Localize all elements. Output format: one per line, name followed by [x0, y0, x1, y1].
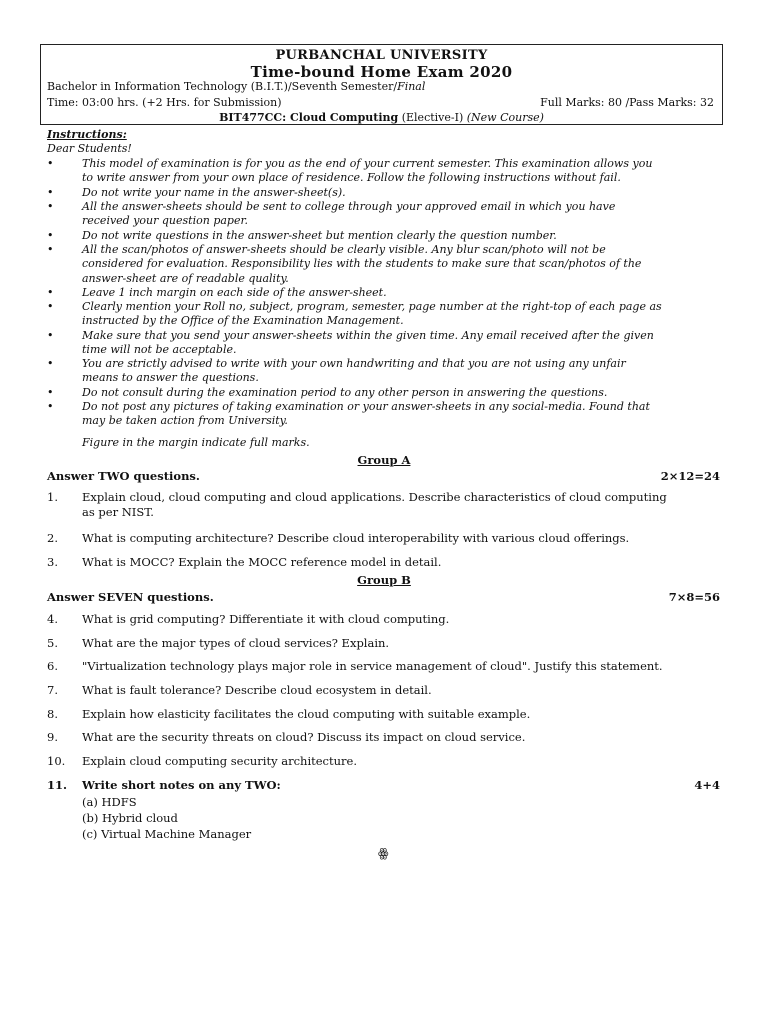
course-new: (New Course)	[466, 111, 544, 124]
question-number: 1.	[47, 490, 58, 504]
instruction-line: considered for evaluation. Responsibility lies with the students to make sure that scan/photos of the	[82, 257, 642, 271]
question-number: 9.	[47, 730, 58, 744]
greeting: Dear Students!	[47, 142, 132, 155]
exam-title: Time-bound Home Exam 2020	[250, 63, 513, 81]
q11-text: Write short notes on any TWO:	[82, 778, 281, 792]
instruction-line: You are strictly advised to write with your own handwriting and that you are not using any unfair	[82, 357, 626, 370]
course-elective: (Elective-I)	[401, 111, 464, 124]
q11-number: 11.	[47, 778, 68, 792]
question-text	[82, 490, 724, 520]
question-line: Explain cloud, cloud computing and cloud applications. Describe characteristics of cloud computing	[82, 490, 667, 504]
instruction-line: answer-sheet are of readable quality.	[82, 271, 289, 285]
bullet-icon: •	[47, 157, 54, 170]
question-number: 8.	[47, 707, 58, 721]
question-text	[82, 754, 724, 769]
instructions-heading: Instructions:	[47, 128, 127, 141]
instruction-line: All the scan/photos of answer-sheets should be clearly visible. Any blur scan/photo will not be	[82, 243, 606, 256]
group-b-answer-label: Answer SEVEN questions.	[47, 590, 214, 604]
question-text	[82, 659, 724, 674]
question-line: Explain how elasticity facilitates the cloud computing with suitable example.	[82, 707, 531, 721]
question-text	[82, 636, 724, 651]
question-line: What is computing architecture? Describe cloud interoperability with various cloud offerings.	[82, 531, 630, 545]
group-a-marks: 2×12=24	[660, 469, 720, 483]
time-text: Time: 03:00 hrs. (+2 Hrs. for Submission)	[47, 96, 282, 109]
instruction-line: time will not be acceptable.	[82, 343, 237, 357]
question-text	[82, 683, 724, 698]
question-number: 10.	[47, 754, 66, 768]
question-line: What are the security threats on cloud? Discuss its impact on cloud service.	[82, 730, 526, 744]
question-line: as per NIST.	[82, 505, 154, 519]
question-text	[82, 555, 724, 570]
group-b-marks: 7×8=56	[668, 590, 720, 604]
bullet-icon: •	[47, 229, 54, 242]
q11-option-b: (b) Hybrid cloud	[82, 811, 178, 825]
instruction-item	[82, 400, 722, 429]
instruction-item	[82, 386, 722, 400]
q11-option-c: (c) Virtual Machine Manager	[82, 827, 252, 841]
instruction-item	[82, 243, 722, 286]
instruction-line: means to answer the questions.	[82, 371, 259, 385]
group-a-title: Group A	[357, 453, 411, 467]
instruction-line: All the answer-sheets should be sent to college through your approved email in which you have	[82, 200, 616, 213]
instruction-item	[82, 286, 722, 300]
bullet-icon: •	[47, 400, 54, 413]
question-number: 6.	[47, 659, 58, 673]
bullet-icon: •	[47, 186, 54, 199]
instruction-item	[82, 229, 722, 243]
bullet-icon: •	[47, 286, 54, 299]
instruction-line: Leave 1 inch margin on each side of the answer-sheet.	[82, 286, 387, 299]
bullet-icon: •	[47, 243, 54, 256]
group-b-title: Group B	[357, 573, 411, 587]
course-code: BIT477CC: Cloud Computing	[219, 111, 399, 124]
q11-marks: 4+4	[694, 778, 720, 792]
question-text	[82, 612, 724, 627]
figure-note: Figure in the margin indicate full marks.	[82, 436, 310, 449]
time-marks-line	[47, 96, 714, 109]
question-line: What are the major types of cloud services? Explain.	[82, 636, 390, 650]
q11-option-a: (a) HDFS	[82, 795, 137, 809]
question-line: What is fault tolerance? Describe cloud ecosystem in detail.	[82, 683, 432, 697]
instruction-line: may be taken action from University.	[82, 414, 288, 428]
university-name: PURBANCHAL UNIVERSITY	[275, 48, 488, 63]
instruction-line: Do not write questions in the answer-sheet but mention clearly the question number.	[82, 229, 557, 242]
question-text	[82, 730, 724, 745]
program-final: Final	[397, 80, 426, 93]
marks-text: Full Marks: 80 /Pass Marks: 32	[540, 96, 714, 109]
instruction-line: Do not write your name in the answer-sheet(s).	[82, 186, 346, 199]
question-line: "Virtualization technology plays major role in service management of cloud". Justify this statement.	[82, 659, 663, 673]
bullet-icon: •	[47, 300, 54, 313]
instruction-item	[82, 157, 722, 186]
question-line: What is grid computing? Differentiate it with cloud computing.	[82, 612, 450, 626]
program-text: Bachelor in Information Technology (B.I.T.)/Seventh Semester/	[47, 80, 398, 93]
program-line	[47, 80, 714, 93]
question-line: Explain cloud computing security architecture.	[82, 754, 357, 768]
instruction-line: Make sure that you send your answer-sheets within the given time. Any email received after the given	[82, 329, 654, 342]
instruction-line: to write answer from your own place of residence. Follow the following instructions without fail.	[82, 171, 621, 185]
group-a-answer-label: Answer TWO questions.	[47, 469, 200, 483]
question-number: 4.	[47, 612, 58, 626]
header-box	[40, 44, 723, 125]
question-number: 3.	[47, 555, 58, 569]
instruction-line: Clearly mention your Roll no, subject, program, semester, page number at the right-top of each page as	[82, 300, 662, 313]
bullet-icon: •	[47, 386, 54, 399]
question-number: 5.	[47, 636, 58, 650]
bullet-icon: •	[47, 357, 54, 370]
end-ornament-icon: ꙮ	[378, 846, 389, 860]
instruction-line: Do not consult during the examination period to any other person in answering the questions.	[82, 386, 608, 399]
instruction-line: Do not post any pictures of taking examination or your answer-sheets in any social-media. Found that	[82, 400, 650, 413]
question-text	[82, 707, 724, 722]
bullet-icon: •	[47, 200, 54, 213]
question-number: 7.	[47, 683, 58, 697]
instruction-item	[82, 186, 722, 200]
course-line	[41, 111, 722, 124]
instruction-item	[82, 200, 722, 229]
question-line: What is MOCC? Explain the MOCC reference model in detail.	[82, 555, 442, 569]
instruction-line: received your question paper.	[82, 214, 249, 228]
instruction-line: instructed by the Office of the Examination Management.	[82, 314, 404, 328]
question-number: 2.	[47, 531, 58, 545]
instruction-item	[82, 329, 722, 358]
instruction-line: This model of examination is for you as the end of your current semester. This examination allows you	[82, 157, 653, 170]
instruction-item	[82, 300, 722, 329]
bullet-icon: •	[47, 329, 54, 342]
instruction-item	[82, 357, 722, 386]
question-text	[82, 531, 724, 546]
